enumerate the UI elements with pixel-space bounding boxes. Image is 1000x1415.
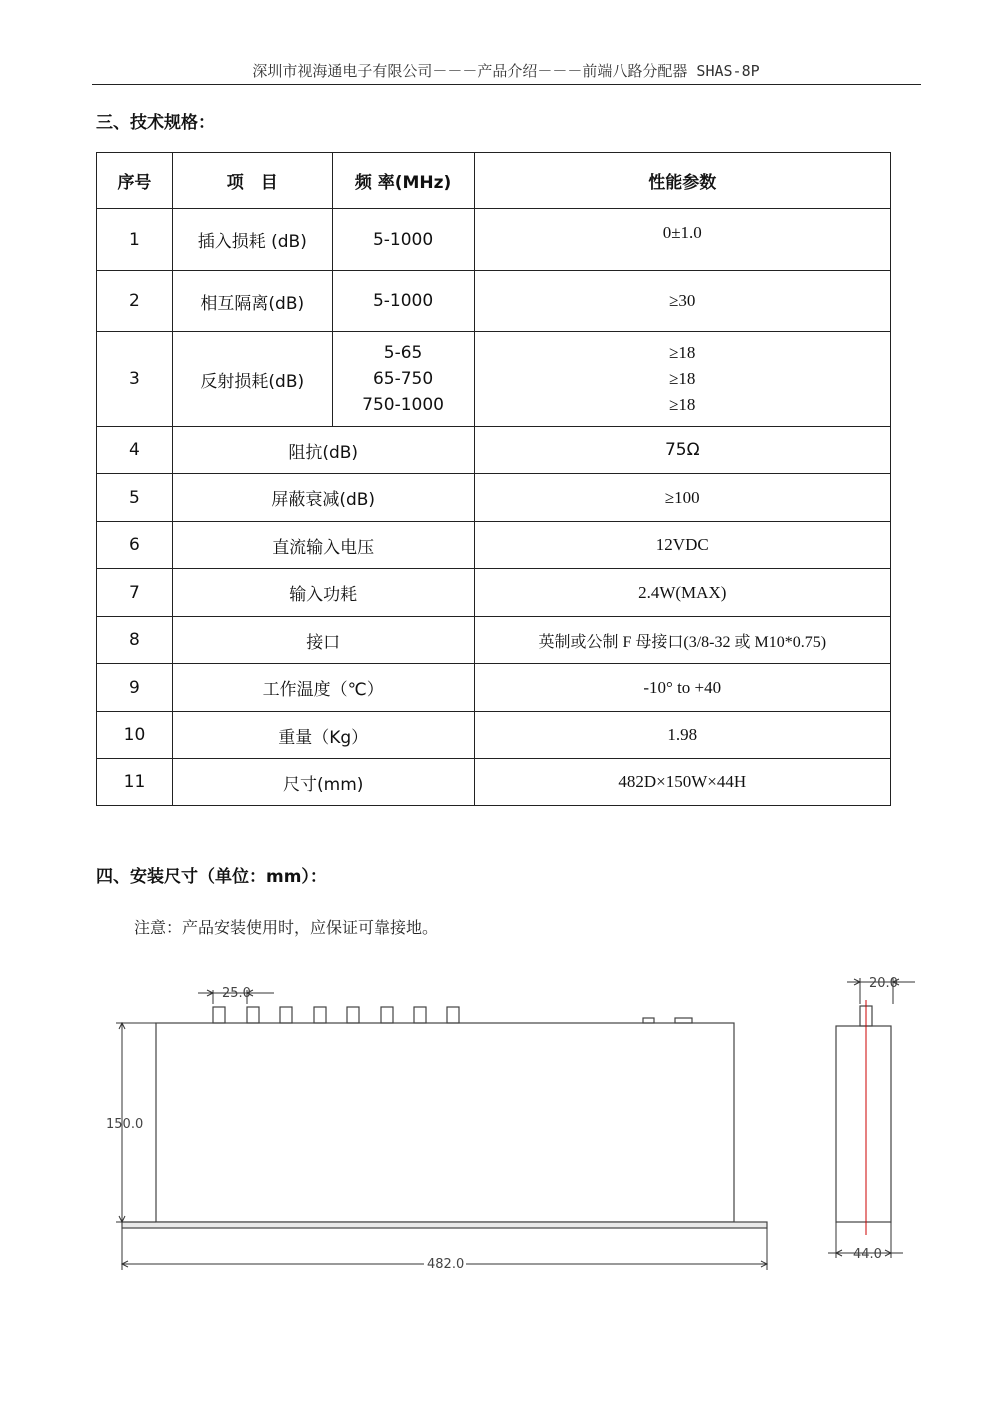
connector [381,1007,393,1023]
row-item: 直流输入电压 [172,522,474,569]
page-header: 深圳市视海通电子有限公司－－－产品介绍－－－前端八路分配器 SHAS-8P [252,62,760,80]
row-item: 输入功耗 [172,569,474,617]
row-freq: 5-1000 [332,271,474,332]
row-freq: 5-1000 [332,209,474,271]
row-item: 屏蔽衰减(dB) [172,474,474,522]
table-row [97,569,891,617]
row-no: 5 [97,474,173,522]
row-value: 75Ω [474,427,891,474]
connector [314,1007,326,1023]
installation-note: 注意：产品安装使用时，应保证可靠接地。 [134,918,439,937]
connector [247,1007,259,1023]
col-header-freq: 频 率(MHz) [332,153,474,209]
table-header-row [97,153,891,209]
row-value: 英制或公制 F 母接口(3/8-32 或 M10*0.75) [474,617,891,664]
value-line: ≥18 [669,395,696,414]
row-value: ≥100 [474,474,891,522]
table-row [97,664,891,712]
row-no: 1 [97,209,173,271]
small-port [643,1018,654,1023]
row-value: 1.98 [474,712,891,759]
row-no: 9 [97,664,173,712]
table-row [97,712,891,759]
freq-line: 750-1000 [362,395,444,415]
row-item: 重量（Kg） [172,712,474,759]
row-item: 接口 [172,617,474,664]
row-no: 11 [97,759,173,806]
row-freq [332,332,474,427]
row-no: 3 [97,332,173,427]
row-value: 12VDC [474,522,891,569]
row-item: 阻抗(dB) [172,427,474,474]
row-item: 尺寸(mm) [172,759,474,806]
row-value [474,332,891,427]
side-body [836,1026,891,1222]
value-line: ≥18 [669,343,696,362]
row-value: 482D×150W×44H [474,759,891,806]
table-row [97,332,891,427]
table-row [97,759,891,806]
row-no: 8 [97,617,173,664]
row-no: 2 [97,271,173,332]
dim-side-connector-label: 20.0 [869,976,898,991]
row-value: 0±1.0 [474,209,891,271]
value-line: ≥18 [669,369,696,388]
row-item: 工作温度（℃） [172,664,474,712]
section-title-dimensions: 四、安装尺寸（单位：mm）： [96,867,327,887]
front-view [122,1007,767,1228]
row-no: 10 [97,712,173,759]
row-value: ≥30 [474,271,891,332]
connector [213,1007,225,1023]
freq-line: 65-750 [372,369,434,389]
col-header-no: 序号 [97,153,173,209]
row-no: 4 [97,427,173,474]
spec-table [96,152,891,806]
dim-pitch-label: 25.0 [222,986,251,1001]
f-connectors [213,1007,692,1023]
row-item: 相互隔离(dB) [172,271,332,332]
col-header-value: 性能参数 [474,153,891,209]
row-item: 反射损耗(dB) [172,332,332,427]
dimension-drawing [0,960,1000,1280]
connector [347,1007,359,1023]
col-header-item: 项 目 [172,153,332,209]
dim-height-label: 150.0 [106,1117,144,1132]
row-no: 7 [97,569,173,617]
table-row [97,522,891,569]
row-item: 插入损耗 (dB) [172,209,332,271]
side-view [836,1006,891,1222]
table-row [97,271,891,332]
row-value: -10° to +40 [474,664,891,712]
table-row [97,474,891,522]
chassis-body [156,1023,734,1222]
small-port [675,1018,692,1023]
connector [280,1007,292,1023]
header-rule [92,84,921,85]
row-value: 2.4W(MAX) [474,569,891,617]
freq-line: 5-65 [383,343,423,363]
table-row [97,427,891,474]
rack-flange [122,1222,767,1228]
table-row [97,209,891,271]
row-no: 6 [97,522,173,569]
section-title-specs: 三、技术规格： [96,113,215,133]
dim-width-label: 482.0 [427,1257,465,1272]
connector [447,1007,459,1023]
connector [414,1007,426,1023]
table-row [97,617,891,664]
dim-depth-label: 44.0 [853,1247,882,1262]
